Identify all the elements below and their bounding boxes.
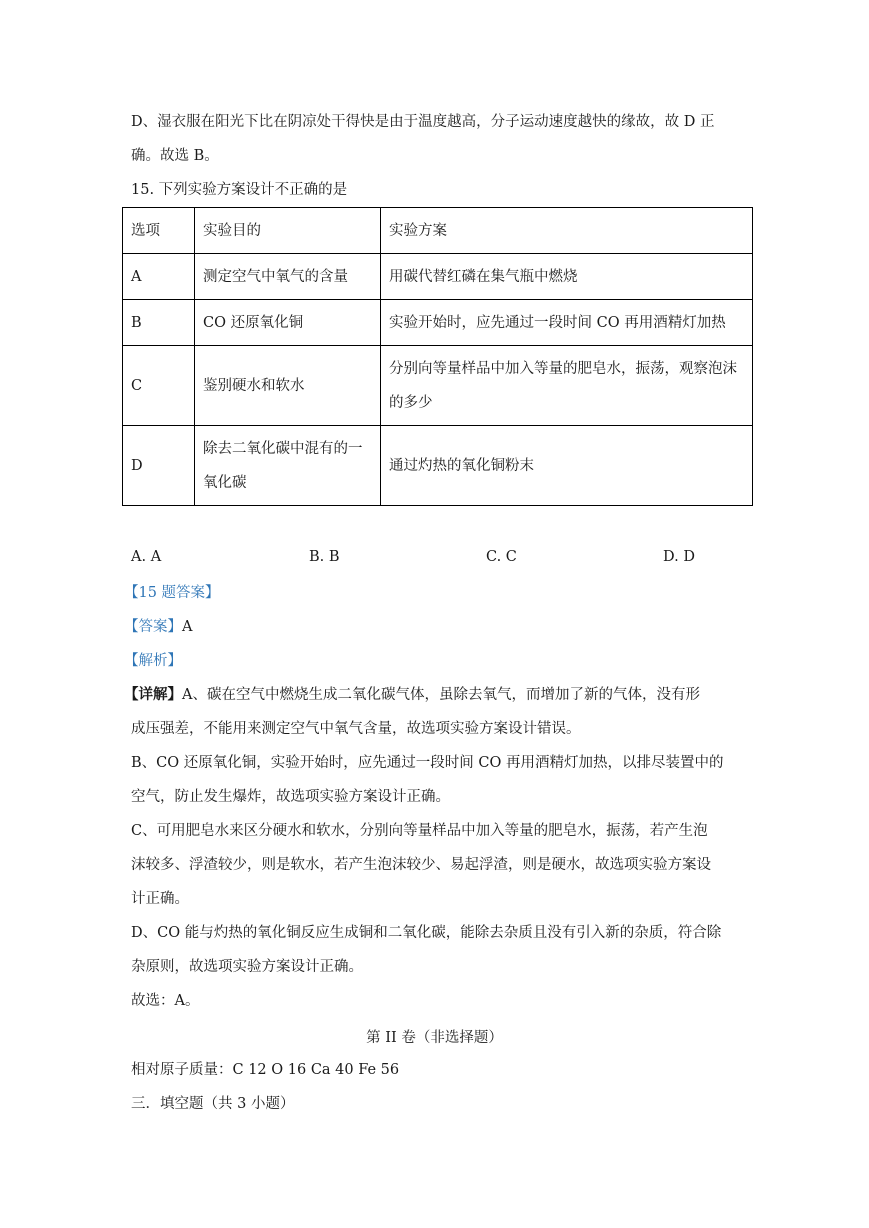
row-plan: 实验开始时，应先通过一段时间 CO 再用酒精灯加热 [381,300,753,346]
detail-line-6: 沫较多、浮渣较少，则是软水，若产生泡沫较少、易起浮渣，则是硬水，故选项实验方案设 [131,857,711,873]
row-purpose: 鉴别硬水和软水 [195,346,381,426]
analysis-tag: 【解析】 [124,653,182,669]
header-plan: 实验方案 [381,208,753,254]
table-row [123,300,753,346]
header-purpose: 实验目的 [195,208,381,254]
atomic-mass-line: 相对原子质量：C 12 O 16 Ca 40 Fe 56 [131,1062,400,1078]
row-option: A [123,254,195,300]
prev-solution-line-2: 确。故选 B。 [131,148,219,164]
detail-line-1 [124,685,700,705]
row-option: C [123,346,195,426]
row-purpose: CO 还原氧化铜 [195,300,381,346]
row-purpose: 除去二氧化碳中混有的一氧化碳 [195,426,381,506]
detail-line-8: D、CO 能与灼热的氧化铜反应生成铜和二氧化碳，能除去杂质且没有引入新的杂质，符合除 [131,925,722,941]
table-row [123,254,753,300]
answer-tag: 【答案】 [124,619,182,635]
row-option: B [123,300,195,346]
answer-line [124,617,192,637]
choice-a: A. A [131,549,162,565]
detail-line-2: 成压强差，不能用来测定空气中氧气含量，故选项实验方案设计错误。 [131,721,581,737]
prev-solution-line-1: D、湿衣服在阳光下比在阴凉处干得快是由于温度越高，分子运动速度越快的缘故，故 D 正 [131,114,715,130]
answer-title: 【15 题答案】 [124,585,220,601]
detail-line-9: 杂原则，故选项实验方案设计正确。 [131,959,363,975]
question-stem: 15. 下列实验方案设计不正确的是 [131,182,348,198]
table-row [123,426,753,506]
row-plan: 用碳代替红磷在集气瓶中燃烧 [381,254,753,300]
table-row [123,346,753,426]
row-plan: 分别向等量样品中加入等量的肥皂水，振荡，观察泡沫的多少 [381,346,753,426]
detail-line-5: C、可用肥皂水来区分硬水和软水，分别向等量样品中加入等量的肥皂水，振荡，若产生泡 [131,823,708,839]
row-plan: 通过灼热的氧化铜粉末 [381,426,753,506]
detail-line-10: 故选：A。 [131,993,200,1009]
detail-line-4: 空气，防止发生爆炸，故选项实验方案设计正确。 [131,789,450,805]
choice-b: B. B [309,549,340,565]
detail-text: A、碳在空气中燃烧生成二氧化碳气体，虽除去氧气，而增加了新的气体，没有形 [182,687,700,703]
detail-line-7: 计正确。 [131,891,189,907]
detail-tag: 【详解】 [124,686,182,703]
choice-d: D. D [663,549,695,565]
experiment-table [122,207,753,506]
part-three-heading: 三．填空题（共 3 小题） [131,1096,295,1112]
row-option: D [123,426,195,506]
header-option: 选项 [123,208,195,254]
choice-c: C. C [486,549,517,565]
answer-value: A [182,619,193,635]
row-purpose: 测定空气中氧气的含量 [195,254,381,300]
detail-line-3: B、CO 还原氧化铜，实验开始时，应先通过一段时间 CO 再用酒精灯加热，以排尽装置中的 [131,755,724,771]
table-header-row [123,208,753,254]
section-ii-title: 第 II 卷（非选择题） [366,1030,503,1046]
